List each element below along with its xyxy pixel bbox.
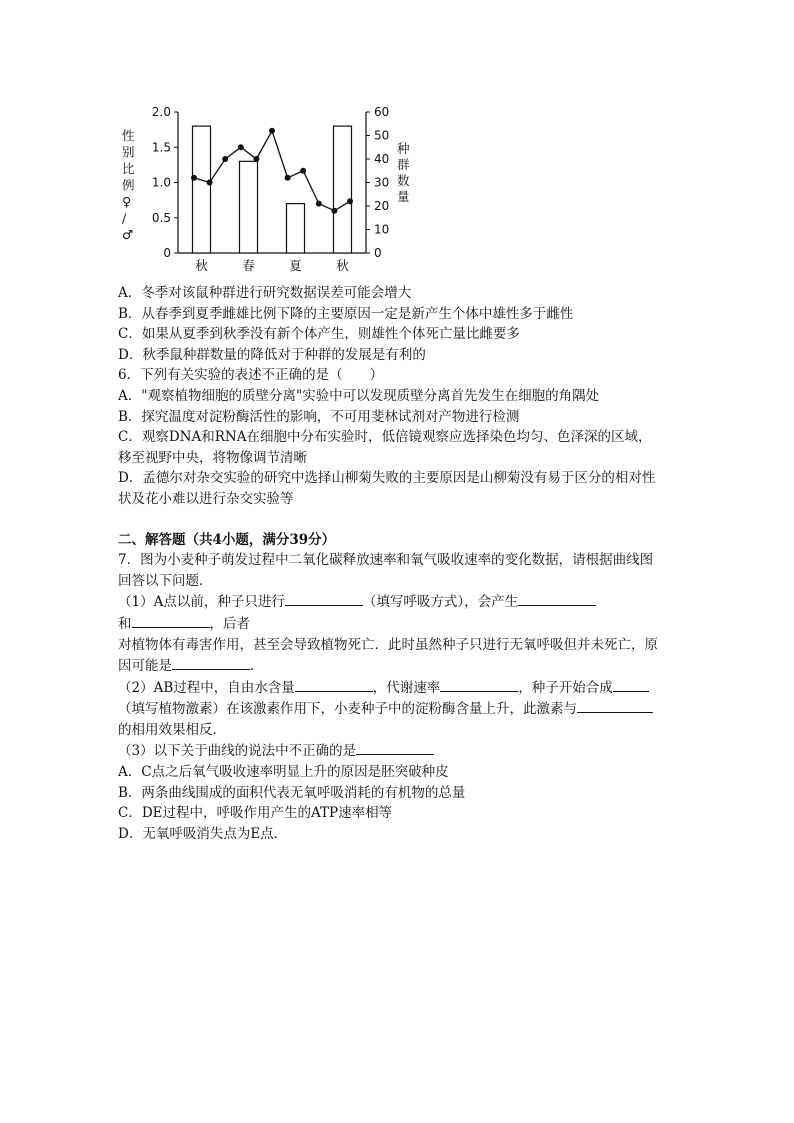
question-text [118, 283, 688, 844]
answer-blank[interactable] [440, 677, 518, 692]
sex-ratio-bar [193, 126, 211, 253]
q7-part2-cont [118, 698, 688, 720]
category-label: 秋 [195, 258, 208, 273]
right-tick-label: 50 [374, 128, 390, 143]
population-point [300, 168, 306, 174]
category-label: 春 [242, 258, 255, 273]
answer-blank[interactable] [132, 613, 210, 628]
q7-part1-text-e: 因可能是 [118, 658, 172, 675]
q6-option-c-cont: 移至视野中央，将物像调节清晰 [118, 449, 307, 466]
population-point [347, 198, 353, 204]
population-point [269, 128, 275, 134]
right-axis-label: 种群数量 [397, 141, 410, 204]
answer-blank[interactable] [613, 677, 649, 692]
left-tick-label: 1.5 [151, 140, 171, 155]
answer-blank[interactable] [518, 591, 596, 606]
right-tick-label: 40 [374, 152, 390, 166]
q7-part1-text-a: （1）A点以前，种子只进行 [118, 594, 285, 611]
population-point [207, 180, 213, 186]
left-tick-label: 2.0 [151, 105, 171, 119]
q7-part1 [118, 591, 688, 613]
q7-part2-text-c: ，种子开始合成 [518, 679, 613, 696]
population-point [191, 175, 197, 181]
right-tick-label: 20 [374, 199, 390, 213]
right-tick-label: 10 [374, 222, 390, 237]
sex-ratio-population-chart [118, 103, 418, 279]
population-point [331, 208, 337, 214]
left-axis-label: 性别比例♀ / ♂ [122, 128, 135, 242]
q7-part3 [118, 740, 688, 762]
q7-part2-text-a: （2）AB过程中，自由水含量 [118, 679, 295, 696]
q7-option-b: B．两条曲线围成的面积代表无氧呼吸消耗的有机物的总量 [118, 784, 466, 801]
sex-ratio-bar [240, 161, 258, 253]
q7-part2 [118, 677, 688, 699]
answer-blank[interactable] [295, 677, 373, 692]
q7-part1-text-d: ，后者 [209, 615, 250, 632]
q7-part1-text-f: ． [250, 658, 264, 675]
q7-option-c: C．DE过程中，呼吸作用产生的ATP速率相等 [118, 805, 393, 822]
chart-svg [118, 103, 418, 279]
sex-ratio-bar [287, 204, 305, 253]
left-tick-label: 0.5 [151, 210, 171, 225]
question-7: 7．图为小麦种子萌发过程中二氧化碳释放速率和氧气吸收速率的变化数据，请根据曲线图 [118, 552, 654, 569]
option-b: B．从春季到夏季雌雄比例下降的主要原因一定是新产生个体中雄性多于雌性 [118, 305, 574, 322]
population-point [238, 144, 244, 150]
q6-option-d-cont: 状及花小难以进行杂交实验等 [118, 490, 294, 507]
q7-part1-cont3 [118, 655, 688, 677]
answer-blank[interactable] [285, 591, 363, 606]
right-tick-label: 30 [374, 175, 390, 190]
answer-blank[interactable] [172, 655, 250, 670]
option-a: A．冬季对该鼠种群进行研究数据误差可能会增大 [118, 285, 412, 301]
population-point [253, 156, 259, 162]
population-line [194, 131, 350, 211]
q7-part3-text: （3）以下关于曲线的说法中不正确的是 [118, 743, 357, 760]
right-tick-label: 0 [374, 246, 382, 260]
answer-blank[interactable] [577, 698, 653, 713]
section-heading: 二、解答题（共4小题，满分39分） [118, 531, 336, 548]
q7-part2-text-b: ，代谢速率 [372, 679, 441, 696]
option-d: D．秋季鼠种群数量的降低对于种群的发展是有利的 [118, 346, 426, 363]
category-label: 秋 [336, 258, 349, 273]
q7-part2-text-d: （填写植物激素）在该激素作用下，小麦种子中的淀粉酶含量上升，此激素与 [118, 701, 577, 718]
left-tick-label: 1.0 [151, 175, 171, 190]
q7-part1-text-c: 和 [118, 615, 132, 632]
q7-part1-cont2: 对植物体有毒害作用，甚至会导致植物死亡．此时虽然种子只进行无氧呼吸但并未死亡，原 [118, 636, 658, 653]
q7-option-d: D．无氧呼吸消失点为E点． [118, 825, 288, 842]
left-tick-label: 0 [163, 246, 171, 260]
q6-option-c: C．观察DNA和RNA在细胞中分布实验时，低倍镜观察应选择染色均匀、色泽深的区域， [118, 429, 652, 446]
population-point [316, 201, 322, 207]
question-6: 6．下列有关实验的表述不正确的是（ ） [118, 367, 384, 384]
q7-part1-text-b: （填写呼吸方式），会产生 [362, 594, 519, 611]
option-c: C．如果从夏季到秋季没有新个体产生，则雄性个体死亡量比雌要多 [118, 326, 520, 343]
category-label: 夏 [289, 258, 302, 273]
q7-option-a: A．C点之后氧气吸收速率明显上升的原因是胚突破种皮 [118, 764, 449, 781]
right-tick-label: 60 [374, 105, 390, 119]
q7-part2-cont2: 的相用效果相反． [118, 721, 226, 738]
answer-blank[interactable] [356, 740, 434, 755]
population-point [285, 175, 291, 181]
question-7-cont: 回答以下问题． [118, 572, 213, 589]
q6-option-b: B．探究温度对淀粉酶活性的影响，不可用斐林试剂对产物进行检测 [118, 408, 520, 425]
q7-part1-cont [118, 613, 688, 635]
population-point [222, 156, 228, 162]
sex-ratio-bar [334, 126, 352, 253]
q6-option-a: A．"观察植物细胞的质壁分离"实验中可以发现质壁分离首先发生在细胞的角隅处 [118, 387, 600, 404]
q6-option-d: D．孟德尔对杂交实验的研究中选择山柳菊失败的主要原因是山柳菊没有易于区分的相对性 [118, 470, 656, 487]
